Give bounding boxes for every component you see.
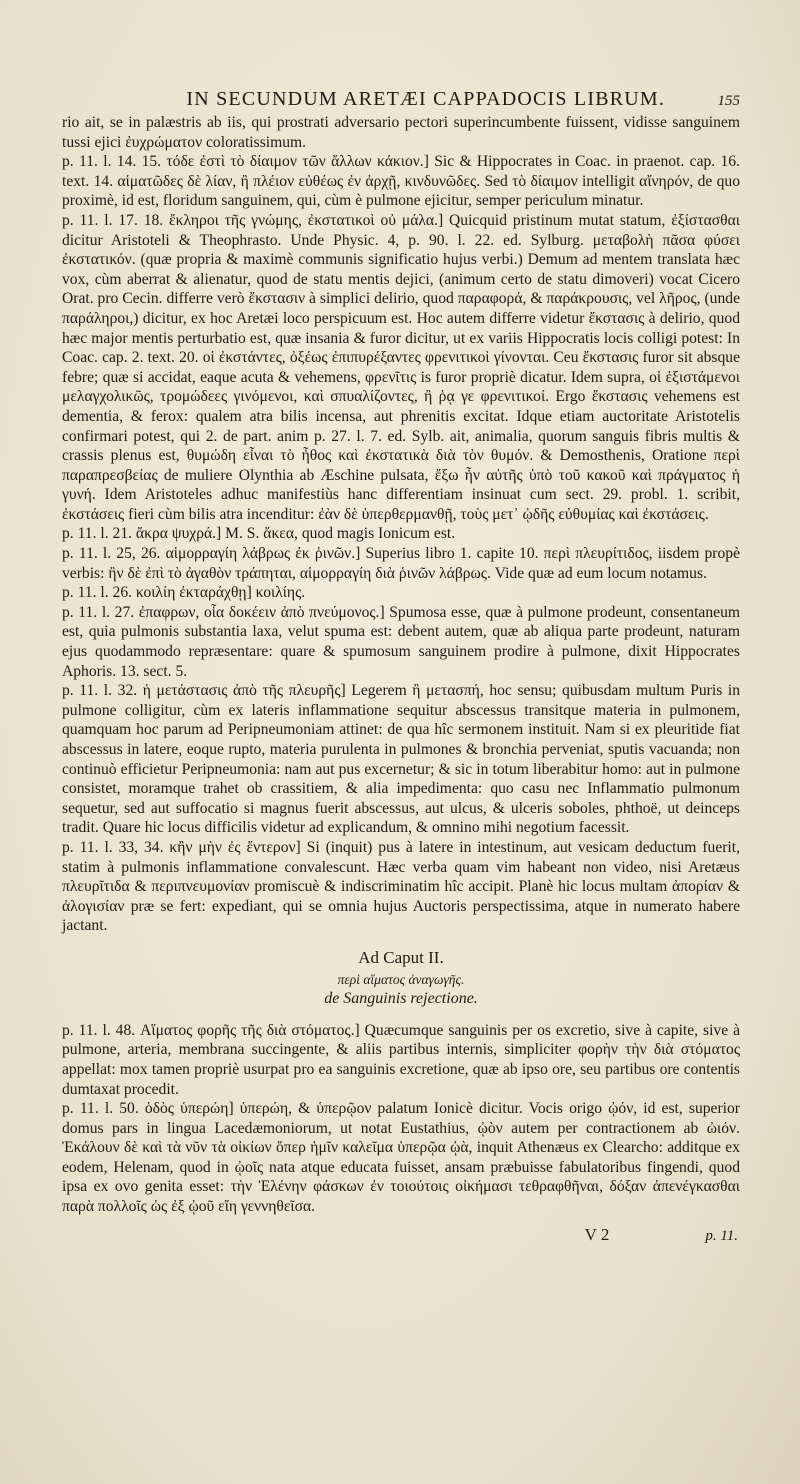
paragraph: p. 11. l. 32. ἡ μετάστασις ἀπὸ τῆς πλευρῆς] Legerem ἢ μετασπή, hoc sensu; quibusdam multum Puris in pulmone colligitur, cùm ex lateris inflammatione sequitur abscessus transitque materia in pulmonem, quamquam hoc parum ad Peripneumoniam attinet: de qua hîc sermonem instituit. Nam si ex pleuritide fiat abscessus in latere, eoque rupto, materia purulenta in pulmones & bronchia perveniat, sputis vacuanda; non continuò efficietur Peripneumonia: nam aut pus excernetur; & sic in totum liberabitur homo: aut in pulmone consistet, moramque trahet ob crassitiem, & alia impedimenta: quo casu nec Inflammatio pulmonum sequetur, sed aut suffocatio si magnus fuerit abscessus, aut ulcus, & ulceris soboles, phthoë, ut deinceps tradit. Quare hic locus difficilis videtur ad explicandum, & omnino mihi negotium facessit. xyxy=(62,682,740,837)
page-header xyxy=(62,88,740,111)
catchword: p. 11. xyxy=(705,1227,738,1244)
paragraph: p. 11. l. 17. 18. ἔκληροι τῆς γνώμης, ἐκστατικοὶ οὐ μάλα.] Quicquid pristinum mutat statum, ἐξίστασθαι dicitur Aristoteli & Theophrasto. Unde Physic. 4, p. 90. l. 22. ed. Sylburg. μεταβολὴ πᾶσα φύσει ἐκστατικόν. (quæ propria & maximè communis significatio hujus verbi.) Demum ad mentem translata hæc vox, cùm aberrat & alienatur, quod de statu mentis dejici, (animum certo de statu dimoveri) vocat Cicero Orat. pro Cecin. differre verò ἔκστασιν à simplici delirio, quod παραφορά, & παράκρουσις, vel λῆρος, (unde παράληροι,) dicitur, ex hoc Aretæi loco perspicuum est. Hoc autem differre videtur ἔκστασις à delirio, quod hæc major mentis perturbatio est, quæ insania & furor dicitur, ut ex variis Hippocratis locis colligi potest: In Coac. cap. 2. text. 20. οἱ ἐκστάντες, ὀξέως ἐπιπυρέξαντες φρενιτικοὶ γίνονται. Ceu ἔκστασις furor sit absque febre; quæ si accidat, eaque acuta & vehemens, φρενῖτις is furor propriè dicatur. Idem supra, οἱ ἐξιστάμενοι μελαγχολικῶς, τρομώδεες γινόμενοι, καὶ σπυαλίζοντες, ἢ ῥᾳ γε φρενιτικοί. Ergo ἔκστασις vehemens est dementia, & ferox: qualem atra bilis incensa, aut phrenitis excitat. Idque etiam auctoritate Aristotelis confirmari potest, qui 2. de part. anim p. 27. l. 7. ed. Sylb. ait, animalia, quorum sanguis fibris multis & crassis plenus est, θυμώδη εἶναι τὸ ἦθος καὶ ἐκστατικὰ διὰ τὸν θυμόν. & Demosthenis, Oratione περὶ παραπρεσβείας de muliere Olynthia ab Æschine pulsata, ἔξω ἦν αὐτῆς ὑπὸ τοῦ κακοῦ καὶ πράγματος ἡ γυνή. Idem Aristoteles adhuc manifestiùs hanc differentiam insinuat cum sect. 29. probl. 1. scribit, ἐκστάσεις fieri cùm bilis atra incenditur: ἐὰν δὲ ὑπερθερμανθῇ, τοὺς μετ᾽ ᾠδῆς εὐθυμίας καὶ ἐκστάσεις. xyxy=(62,211,740,523)
page-number: 155 xyxy=(717,93,740,109)
paragraph: p. 11. l. 50. ὁδὸς ὑπερώη] ὑπερώη, & ὑπερῷον palatum Ionicè dicitur. Vocis origo ᾠόν, id est, superior domus pars in lingua Lacedæmoniorum, ut notat Eustathius, ᾠὸν autem per contractionem ab ὠιόν. Ἐκάλουν δὲ καὶ τὰ νῦν τὰ οἰκίων ὅπερ ἡμῖν καλεῖμα ὑπερῷα ᾠὰ, inquit Athenæus ex Clearcho: additque ex eodem, Helenam, quod in ᾠοῖς nata atque educata fuisset, ansam præbuisse fabulatoribus fingendi, quod ipsa ex ovo genita esset: τὴν Ἑλένην φάσκων ἐν τοιούτοις οἰκήμασι τεθραφθῆναι, δόξαν ἀπενέγκασθαι παρὰ πολλοῖς ὡς ἐξ ᾠοῦ εἴη γεννηθεῖσα. xyxy=(62,1100,740,1216)
page-footer xyxy=(62,1225,740,1245)
paragraph: p. 11. l. 33, 34. κἢν μὴν ἐς ἔντερον] Si (inquit) pus à latere in intestinum, aut vesicam deductum fuerit, statim à pulmonis inflammatione convalescunt. Hæc verba quam vim habeant non video, nisi Aretæus πλευρῖτιδα & περιπνευμονίαν promiscuè & indiscriminatim hîc accipit. Planè hic locus multam ἀπορίαν & ἀλογισίαν præ se fert: expediant, qui se omnia hujus Auctoris perspectissima, atque in numerato habere jactant. xyxy=(62,838,740,935)
paragraph: p. 11. l. 26. κοιλίη ἐκταράχθῃ] κοιλίης. xyxy=(62,584,306,602)
paragraph: p. 11. l. 27. ἐπαφρων, οἷα δοκέειν ἀπὸ πνεύμονος.] Spumosa esse, quæ à pulmone prodeunt, consentaneum est, quia pulmonis substantia laxa, velut spuma est: debent autem, quæ ab aliqua parte prodeunt, naturam ejus quodammodo repræsentare: quare & spumosum sanguinem prodire à pulmone, dixit Hippocrates Aphoris. 13. sect. 5. xyxy=(62,603,740,680)
section-latin-title: de Sanguinis rejectione. xyxy=(324,990,478,1008)
section-heading: Ad Caput II. xyxy=(358,947,444,967)
running-head: IN SECUNDUM ARETÆI CAPPADOCIS LIBRUM. xyxy=(186,88,666,110)
paragraph: p. 11. l. 48. Αἵματος φορῆς τῆς διὰ στόματος.] Quæcumque sanguinis per os excretio, sive à capite, sive à pulmone, arteria, membrana succingente, & aliis partibus internis, simpliciter φορὴν τὴν διὰ στόματος appellat: mox tamen propriè usurpat pro ea sanguinis excretione, quæ ab ipso ore, seu partibus ore contentis dumtaxat procedit. xyxy=(62,1021,740,1098)
paragraph: p. 11. l. 14. 15. τόδε ἐστὶ τὸ δίαιμον τῶν ἄλλων κάκιον.] Sic & Hippocrates in Coac. in praenot. cap. 16. text. 14. αἱματῶδες δὲ λίαν, ἢ πλέιον εὐθέως ἐν ἀρχῇ, κινδυνῶδες. Sed τὸ δίαιμον intelligit αἴνηρόν, de quo proximè, id est, floridum sanguinem, qui, cùm è pulmone ejicitur, semper periculum minatur. xyxy=(62,153,740,210)
paragraph: p. 11. l. 25, 26. αἱμορραγίη λάβρως ἐκ ῥινῶν.] Superius libro 1. capite 10. περὶ πλευρίτιδος, iisdem propè verbis: ἢν δὲ ἐπὶ τὸ ἀγαθὸν τράπηται, αἱμορραγίη διὰ ῥινῶν λάβρως. Vide quæ ad eum locum notamus. xyxy=(62,545,740,582)
paragraph: rio ait, se in palæstris ab iis, qui prostrati adversario pectori superincumbente fuissent, vidisse sanguinem tussi ejici ἐυχρώματον coloratissimum. xyxy=(62,114,740,151)
paragraph: p. 11. l. 21. ἄκρα ψυχρά.] M. S. ἄκεα, quod magis Ionicum est. xyxy=(62,525,456,543)
body-text xyxy=(62,113,740,1217)
signature-mark: V 2 xyxy=(584,1224,610,1244)
section-greek-title: περὶ αἵματος ἀναγωγῆς. xyxy=(337,971,465,987)
